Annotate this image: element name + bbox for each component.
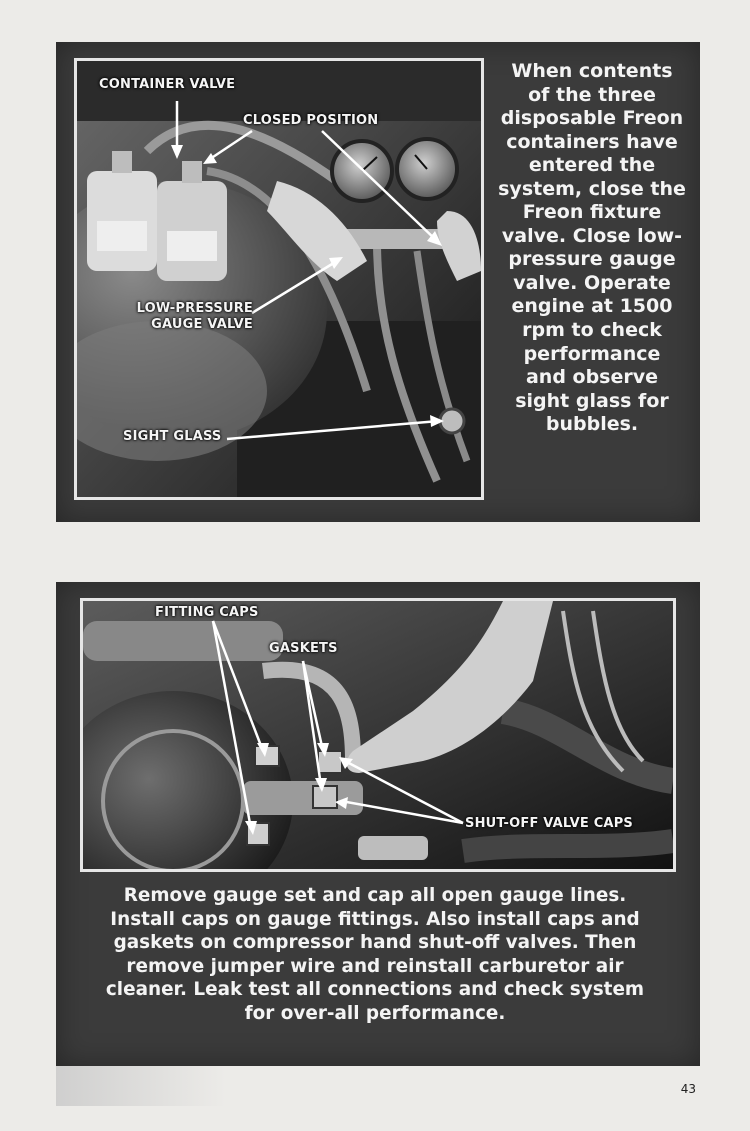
bottom-instruction-panel	[56, 582, 700, 1066]
caption-line: entered the	[528, 154, 656, 177]
caption-line: When contents	[511, 60, 673, 82]
gauge-set-photo	[74, 58, 484, 500]
bottom-caption	[80, 884, 670, 1025]
caption-line: Install caps on gauge fittings. Also install caps and	[110, 908, 640, 930]
caption-line: bubbles.	[545, 413, 639, 436]
page-smudge	[56, 1066, 226, 1106]
caption-line: performance	[523, 342, 661, 365]
caption-line: rpm to check	[522, 319, 662, 342]
caption-line: Freon fixture	[522, 201, 662, 224]
label-low-pressure-line1: LOW-PRESSURE	[136, 301, 253, 316]
caption-line: sight glass for	[515, 389, 669, 412]
top-instruction-panel	[56, 42, 700, 522]
compressor-fittings-photo	[80, 598, 676, 872]
label-sight-glass: SIGHT GLASS	[123, 429, 222, 444]
label-fitting-caps: FITTING CAPS	[155, 605, 259, 620]
label-low-pressure-line2: GAUGE VALVE	[151, 317, 253, 332]
label-gaskets: GASKETS	[269, 641, 338, 656]
caption-line: valve. Operate	[513, 271, 671, 294]
label-closed-position: CLOSED POSITION	[243, 113, 379, 128]
caption-line: Remove gauge set and cap all open gauge lines.	[123, 885, 627, 906]
caption-line: disposable Freon	[500, 107, 684, 130]
caption-line: valve. Close low-	[501, 224, 683, 247]
caption-line: for over-all performance.	[244, 1002, 506, 1024]
caption-line: gaskets on compressor hand shut-off valves. Then	[113, 932, 637, 954]
caption-line: and observe	[525, 366, 659, 389]
caption-line: cleaner. Leak test all connections and check system	[105, 979, 645, 1001]
caption-line: system, close the	[498, 177, 686, 200]
caption-line: remove jumper wire and reinstall carburetor air	[126, 955, 624, 977]
page-number: 43	[680, 1082, 696, 1096]
caption-line: pressure gauge	[508, 248, 676, 271]
caption-line: containers have	[506, 130, 678, 153]
caption-line: of the three	[528, 83, 656, 106]
label-shut-off-valve-caps: SHUT-OFF VALVE CAPS	[465, 816, 633, 831]
caption-line: engine at 1500	[511, 295, 673, 318]
top-caption	[492, 60, 692, 437]
label-container-valve: CONTAINER VALVE	[99, 77, 236, 92]
